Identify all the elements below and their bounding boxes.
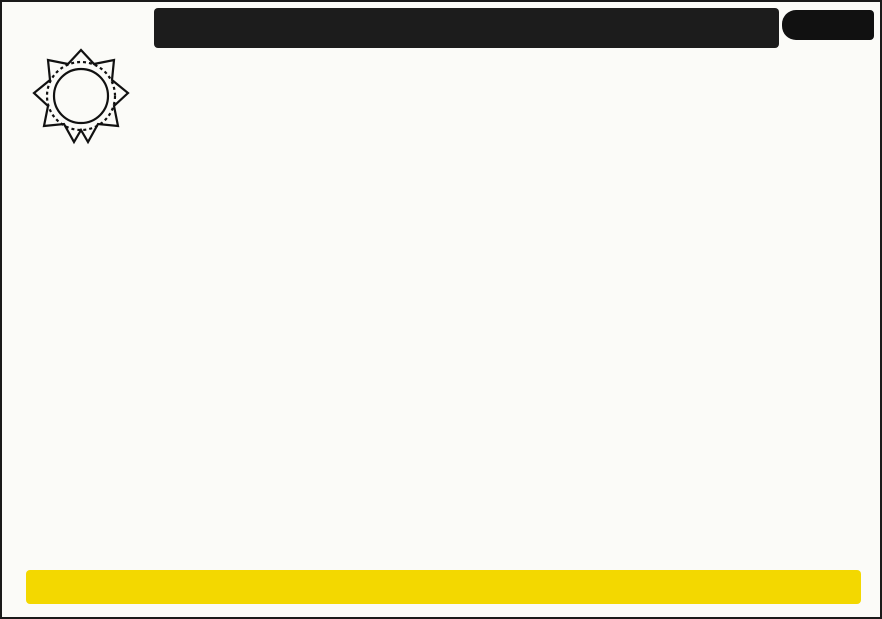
edition-badge — [782, 10, 874, 40]
header-bar — [4, 4, 878, 52]
notice-title — [154, 8, 779, 48]
signature-bar — [26, 570, 861, 604]
municipality-logo-icon — [28, 46, 134, 150]
